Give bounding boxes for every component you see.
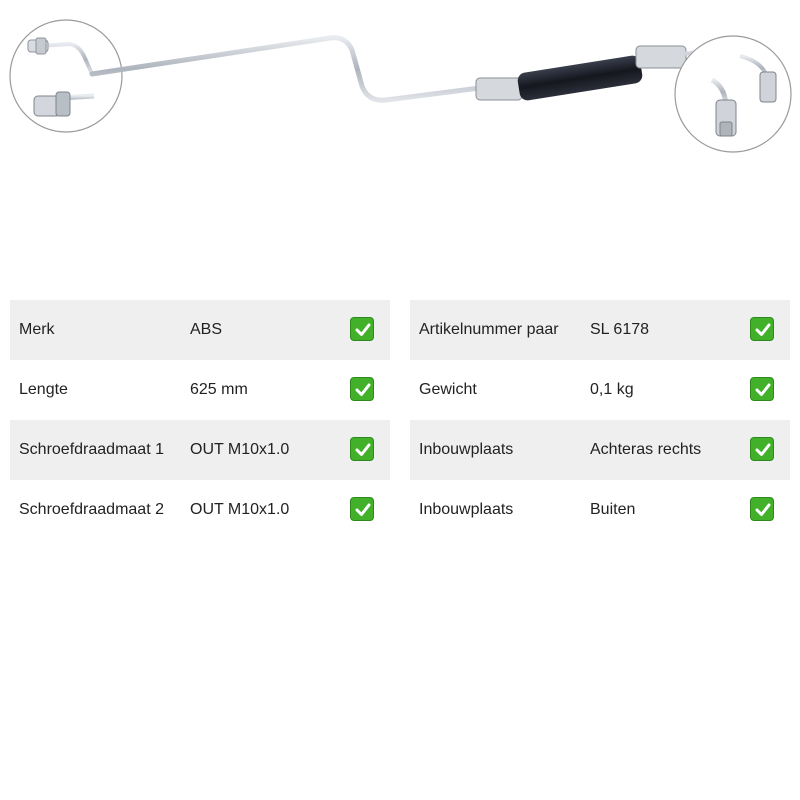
- spec-label: Schroefdraadmaat 2: [19, 501, 164, 518]
- spec-row: [410, 420, 790, 480]
- spec-value: 0,1 kg: [590, 381, 634, 398]
- spec-row: [410, 360, 790, 420]
- spec-label: Merk: [19, 321, 55, 338]
- product-image: [0, 0, 800, 170]
- rubber-brake-hose: [517, 54, 644, 101]
- check-icon: [750, 317, 774, 341]
- spec-value: Buiten: [590, 501, 636, 518]
- spec-label: Lengte: [19, 381, 68, 398]
- spec-value: 625 mm: [190, 381, 248, 398]
- spec-row: [10, 360, 390, 420]
- check-icon: [750, 497, 774, 521]
- check-icon: [350, 317, 374, 341]
- right-fitting-detail: [675, 36, 791, 152]
- spec-label: Inbouwplaats: [419, 501, 514, 518]
- spec-row: [10, 480, 390, 540]
- spec-row: [410, 300, 790, 360]
- spec-row: [10, 300, 390, 360]
- spec-row: [410, 480, 790, 540]
- left-fitting-detail: [10, 20, 122, 132]
- check-icon: [350, 377, 374, 401]
- check-icon: [750, 377, 774, 401]
- spec-table-left: [10, 300, 390, 540]
- spec-table-right: [410, 300, 790, 540]
- hose-fitting-left: [476, 78, 522, 100]
- spec-label: Inbouwplaats: [419, 441, 514, 458]
- check-icon: [350, 437, 374, 461]
- spec-value: ABS: [190, 321, 223, 338]
- spec-value: Achteras rechts: [590, 441, 702, 458]
- spec-label: Artikelnummer paar: [419, 321, 559, 338]
- check-icon: [750, 437, 774, 461]
- spec-value: OUT M10x1.0: [190, 501, 290, 518]
- spec-label: Gewicht: [419, 381, 477, 398]
- spec-label: Schroefdraadmaat 1: [19, 441, 164, 458]
- spec-value: SL 6178: [590, 321, 650, 338]
- spec-value: OUT M10x1.0: [190, 441, 290, 458]
- metal-brake-line: [92, 38, 480, 100]
- spec-row: [10, 420, 390, 480]
- check-icon: [350, 497, 374, 521]
- hose-fitting-right: [636, 46, 686, 68]
